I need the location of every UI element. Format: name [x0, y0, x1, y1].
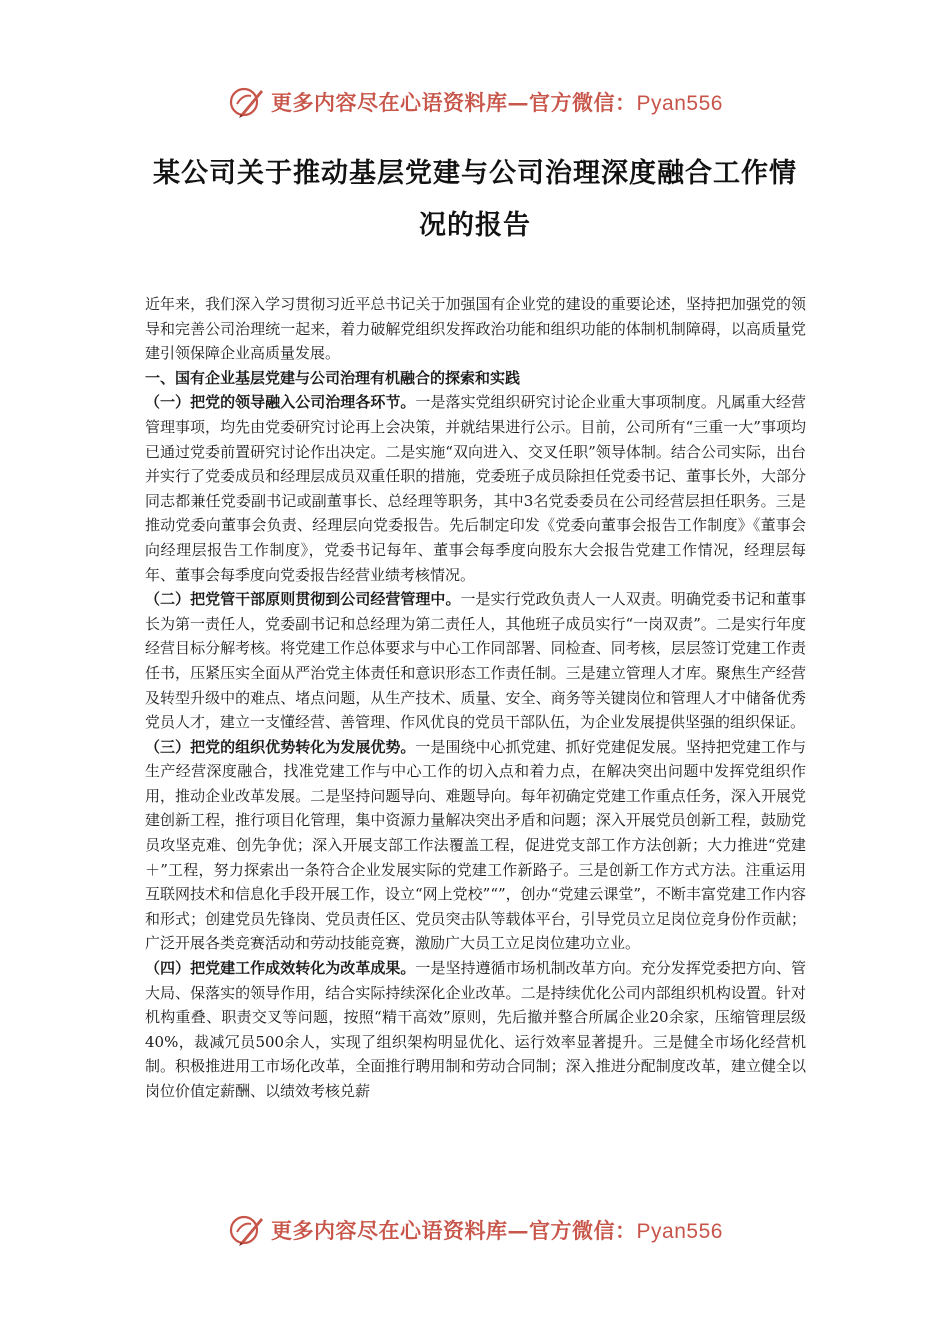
- watermark-wechat-id: Pyan556: [636, 92, 723, 115]
- watermark-header: [0, 82, 950, 122]
- body-paragraph: （一）把党的领导融入公司治理各环节。一是落实党组织研究讨论企业重大事项制度。凡属重大经营管理事项，均先由党委研究讨论再上会决策，并就结果进行公示。目前，公司所有“三重一大”事项均已通过党委前置研究讨论作出决定。二是实施“双向进入、交叉任职”领导体制。结合公司实际，出台并实行了党委成员和经理层成员双重任职的措施，党委班子成员除担任党委书记、董事长外，大部分同志都兼任党委副书记或副董事长、总经理等职务，其中3名党委委员在公司经营层担任职务。三是推动党委向董事会负责、经理层向党委报告。先后制定印发《党委向董事会报告工作制度》《董事会向经理层报告工作制度》，党委书记每年、董事会每季度向股东大会报告党建工作情况，经理层每年、董事会每季度向党委报告经营业绩考核情况。: [145, 393, 806, 584]
- watermark-text: 更多内容尽在心语资料库—官方微信：Pyan556: [271, 90, 723, 115]
- section-heading: 一、国有企业基层党建与公司治理有机融合的探索和实践: [145, 368, 521, 387]
- page-title: 某公司关于推动基层党建与公司治理深度融合工作情况的报告: [153, 158, 797, 241]
- watermark-wechat-id: Pyan556: [636, 1220, 723, 1243]
- pen-logo-icon: [227, 1210, 267, 1250]
- body-paragraph: （三）把党的组织优势转化为发展优势。一是围绕中心抓党建、抓好党建促发展。坚持把党建工作与生产经营深度融合，找准党建工作与中心工作的切入点和着力点，在解决突出问题中发挥党组织作用，推动企业改革发展。二是坚持问题导向、难题导向。每年初确定党建工作重点任务，深入开展党建创新工程，推行项目化管理，集中资源力量解决突出矛盾和问题；深入开展党员创新工程，鼓励党员攻坚克难、创先争优；深入开展支部工作法覆盖工程，促进党支部工作方法创新；大力推进“党建＋”工程，努力探索出一条符合企业发展实际的党建工作新路子。三是创新工作方式方法。注重运用互联网技术和信息化手段开展工作，设立“网上党校”“”，创办“党建云课堂”，不断丰富党建工作内容和形式；创建党员先锋岗、党员责任区、党员突击队等载体平台，引导党员立足岗位竞身份作贡献；广泛开展各类竞赛活动和劳动技能竞赛，激励广大员工立足岗位建功立业。: [145, 737, 807, 953]
- watermark-text: 更多内容尽在心语资料库—官方微信：Pyan556: [271, 1218, 723, 1243]
- document-body: [145, 292, 806, 1104]
- watermark-footer: [0, 1210, 950, 1250]
- body-paragraph: （四）把党建工作成效转化为改革成果。一是坚持遵循市场机制改革方向。充分发挥党委把方向、管大局、保落实的领导作用，结合实际持续深化企业改革。二是持续优化公司内部组织机构设置。针对机构重叠、职责交叉等问题，按照“精干高效”原则，先后撤并整合所属企业20余家，压缩管理层级40%，裁减冗员500余人，实现了组织架构明显优化、运行效率显著提升。三是健全市场化经营机制。积极推进用工市场化改革，全面推行聘用制和劳动合同制；深入推进分配制度改革，建立健全以岗位价值定薪酬、以绩效考核兑薪: [145, 959, 806, 1100]
- body-paragraph: （二）把党管干部原则贯彻到公司经营管理中。一是实行党政负责人一人双责。明确党委书记和董事长为第一责任人，党委副书记和总经理为第二责任人，其他班子成员实行“一岗双责”。二是实行年度经营目标分解考核。将党建工作总体要求与中心工作同部署、同检查、同考核，层层签订党建工作责任书，压紧压实全面从严治党主体责任和意识形态工作责任制。三是建立管理人才库。聚焦生产经营及转型升级中的难点、堵点问题，从生产技术、质量、安全、商务等关键岗位和管理人才中储备优秀党员人才，建立一支懂经营、善管理、作风优良的党员干部队伍，为企业发展提供坚强的组织保证。: [145, 590, 806, 732]
- pen-logo-icon: [227, 82, 267, 122]
- intro-paragraph: 近年来，我们深入学习贯彻习近平总书记关于加强国有企业党的建设的重要论述，坚持把加强党的领导和完善公司治理统一起来，着力破解党组织发挥政治功能和组织功能的体制机制障碍，以高质量党建引领保障企业高质量发展。: [145, 295, 806, 363]
